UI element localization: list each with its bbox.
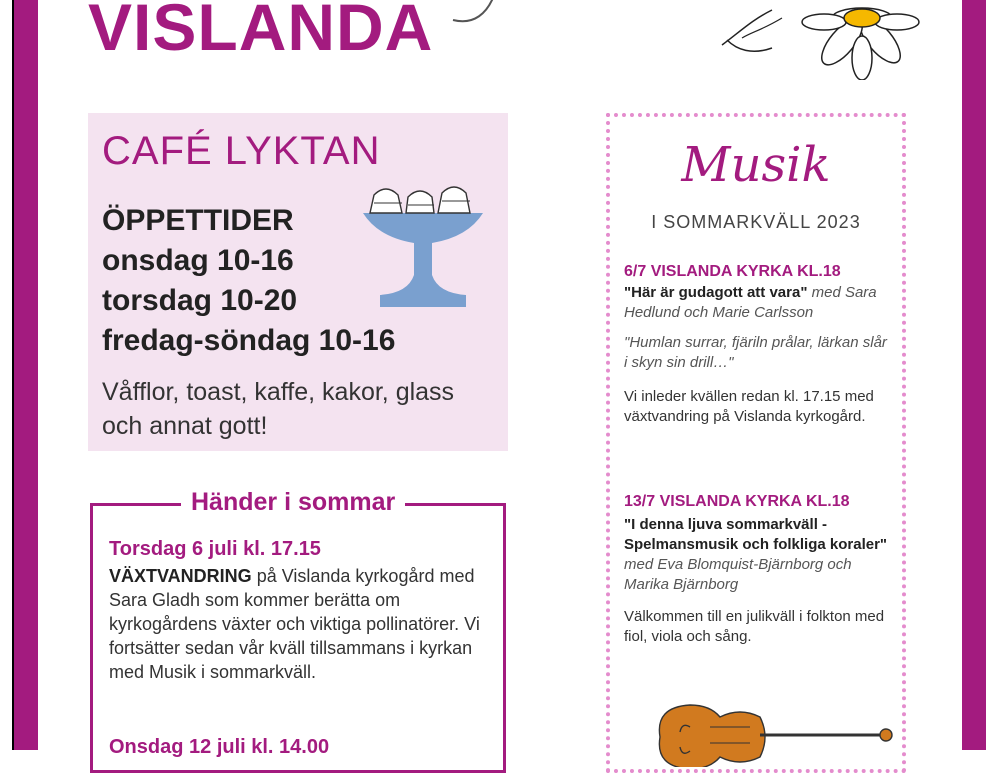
hours-fri-sun: fredag-söndag 10-16 — [102, 324, 396, 357]
concert-performers: med Sara Hedlund och Marie Carlsson — [624, 284, 877, 321]
menu-line: och annat gott! — [102, 412, 268, 440]
music-section — [606, 113, 906, 773]
summer-heading: Händer i sommar — [181, 488, 405, 517]
event-text: på Vislanda kyrkogård med Sara Gladh som kommer berätta om kyrkogårdens växter och viktiga pollinatörer. Vi fortsätter sedan vår kväll tillsammans i kyrkan med Musik i sommarkväll. — [109, 566, 480, 682]
event-date: Onsdag 12 juli kl. 14.00 — [109, 736, 330, 758]
concert-performers: med Eva Blomquist-Bjärnborg och Marika Bjärnborg — [624, 556, 852, 593]
concert-heading: 13/7 VISLANDA KYRKA KL.18 — [624, 493, 850, 510]
concert-quote — [624, 333, 894, 373]
concert-info: Välkommen till en julikväll i folkton med fiol, viola och sång. — [624, 608, 885, 645]
concert-info: Vi inleder kvällen redan kl. 17.15 med växtvandring på Vislanda kyrkogård. — [624, 388, 874, 425]
event-description — [109, 564, 489, 684]
poster-title: VISLANDA — [88, 0, 434, 64]
cafe-menu — [102, 375, 502, 443]
music-title: Musik — [681, 137, 831, 193]
right-pink-border — [962, 0, 986, 750]
quote-text: "Humlan surrar, fjäriln prålar, lärkan slår i skyn sin drill…" — [624, 334, 887, 371]
cakestand-icon — [358, 175, 488, 313]
concert-title: "I denna ljuva sommarkväll -Spelmansmusik och folkliga koraler" — [624, 516, 888, 553]
opening-hours — [102, 201, 395, 361]
music-subtitle: I SOMMARKVÄLL 2023 — [651, 212, 861, 232]
concert-work — [624, 515, 894, 595]
event-date: Torsdag 6 juli kl. 17.15 — [109, 538, 321, 560]
hours-wednesday: onsdag 10-16 — [102, 244, 294, 277]
hours-heading: ÖPPETTIDER — [102, 204, 294, 237]
left-frame-edge — [0, 0, 14, 750]
concert-title: "Här är gudagott att vara" — [624, 284, 808, 301]
daisy-illustration — [712, 0, 922, 80]
event-name: VÄXTVANDRING — [109, 566, 252, 586]
concert-work — [624, 283, 894, 323]
left-pink-border — [14, 0, 38, 750]
menu-line: Våfflor, toast, kaffe, kakor, glass — [102, 378, 455, 406]
cafe-title: CAFÉ LYKTAN — [102, 129, 381, 173]
violin-icon — [650, 687, 900, 767]
cafe-section — [88, 113, 508, 451]
hours-thursday: torsdag 10-20 — [102, 284, 298, 317]
concert-heading: 6/7 VISLANDA KYRKA KL.18 — [624, 263, 841, 280]
script-flourish-icon — [448, 0, 518, 30]
summer-events-box — [90, 488, 506, 773]
